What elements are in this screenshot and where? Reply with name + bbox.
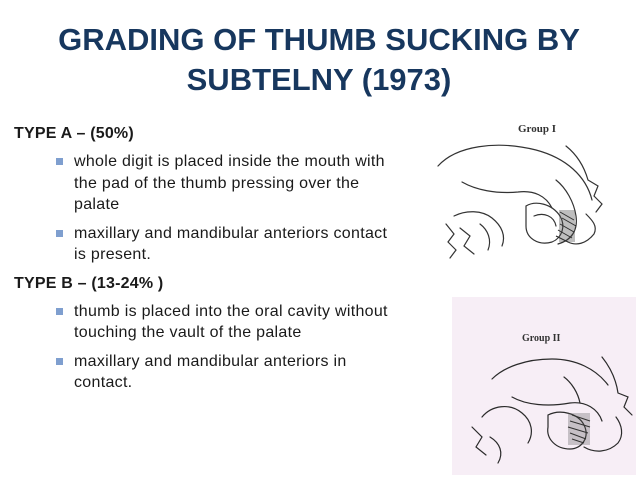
bullet-square-icon — [56, 308, 63, 315]
bullet-square-icon — [56, 230, 63, 237]
figure-group-1 — [426, 116, 626, 266]
figure-1-label: Group I — [518, 123, 557, 135]
figure-group-2 — [452, 297, 636, 475]
bullet-square-icon — [56, 358, 63, 365]
bullet-text: maxillary and mandibular anteriors in contact. — [74, 352, 347, 391]
content-area — [14, 124, 394, 402]
type-b-bullets — [14, 301, 394, 394]
type-b-heading: TYPE B – (13-24% ) — [14, 274, 164, 292]
list-item — [14, 151, 394, 216]
list-item — [14, 223, 394, 266]
list-item — [14, 301, 394, 344]
bullet-text: thumb is placed into the oral cavity without touching the vault of the palate — [74, 302, 388, 341]
thumb-sucking-sketch-1 — [426, 116, 626, 266]
bullet-square-icon — [56, 158, 63, 165]
bullet-text: maxillary and mandibular anteriors contact is present. — [74, 224, 388, 263]
title-line-1: GRADING OF THUMB SUCKING BY — [58, 22, 580, 57]
type-a-heading: TYPE A – (50%) — [14, 125, 134, 142]
page-title — [40, 20, 598, 100]
type-a-bullets — [14, 151, 394, 266]
thumb-sucking-sketch-2 — [452, 297, 636, 475]
figure-2-label: Group II — [522, 333, 561, 344]
list-item — [14, 351, 394, 394]
bullet-text: whole digit is placed inside the mouth with the pad of the thumb pressing over the palate — [74, 153, 385, 213]
title-line-2: SUBTELNY (1973) — [186, 62, 452, 97]
